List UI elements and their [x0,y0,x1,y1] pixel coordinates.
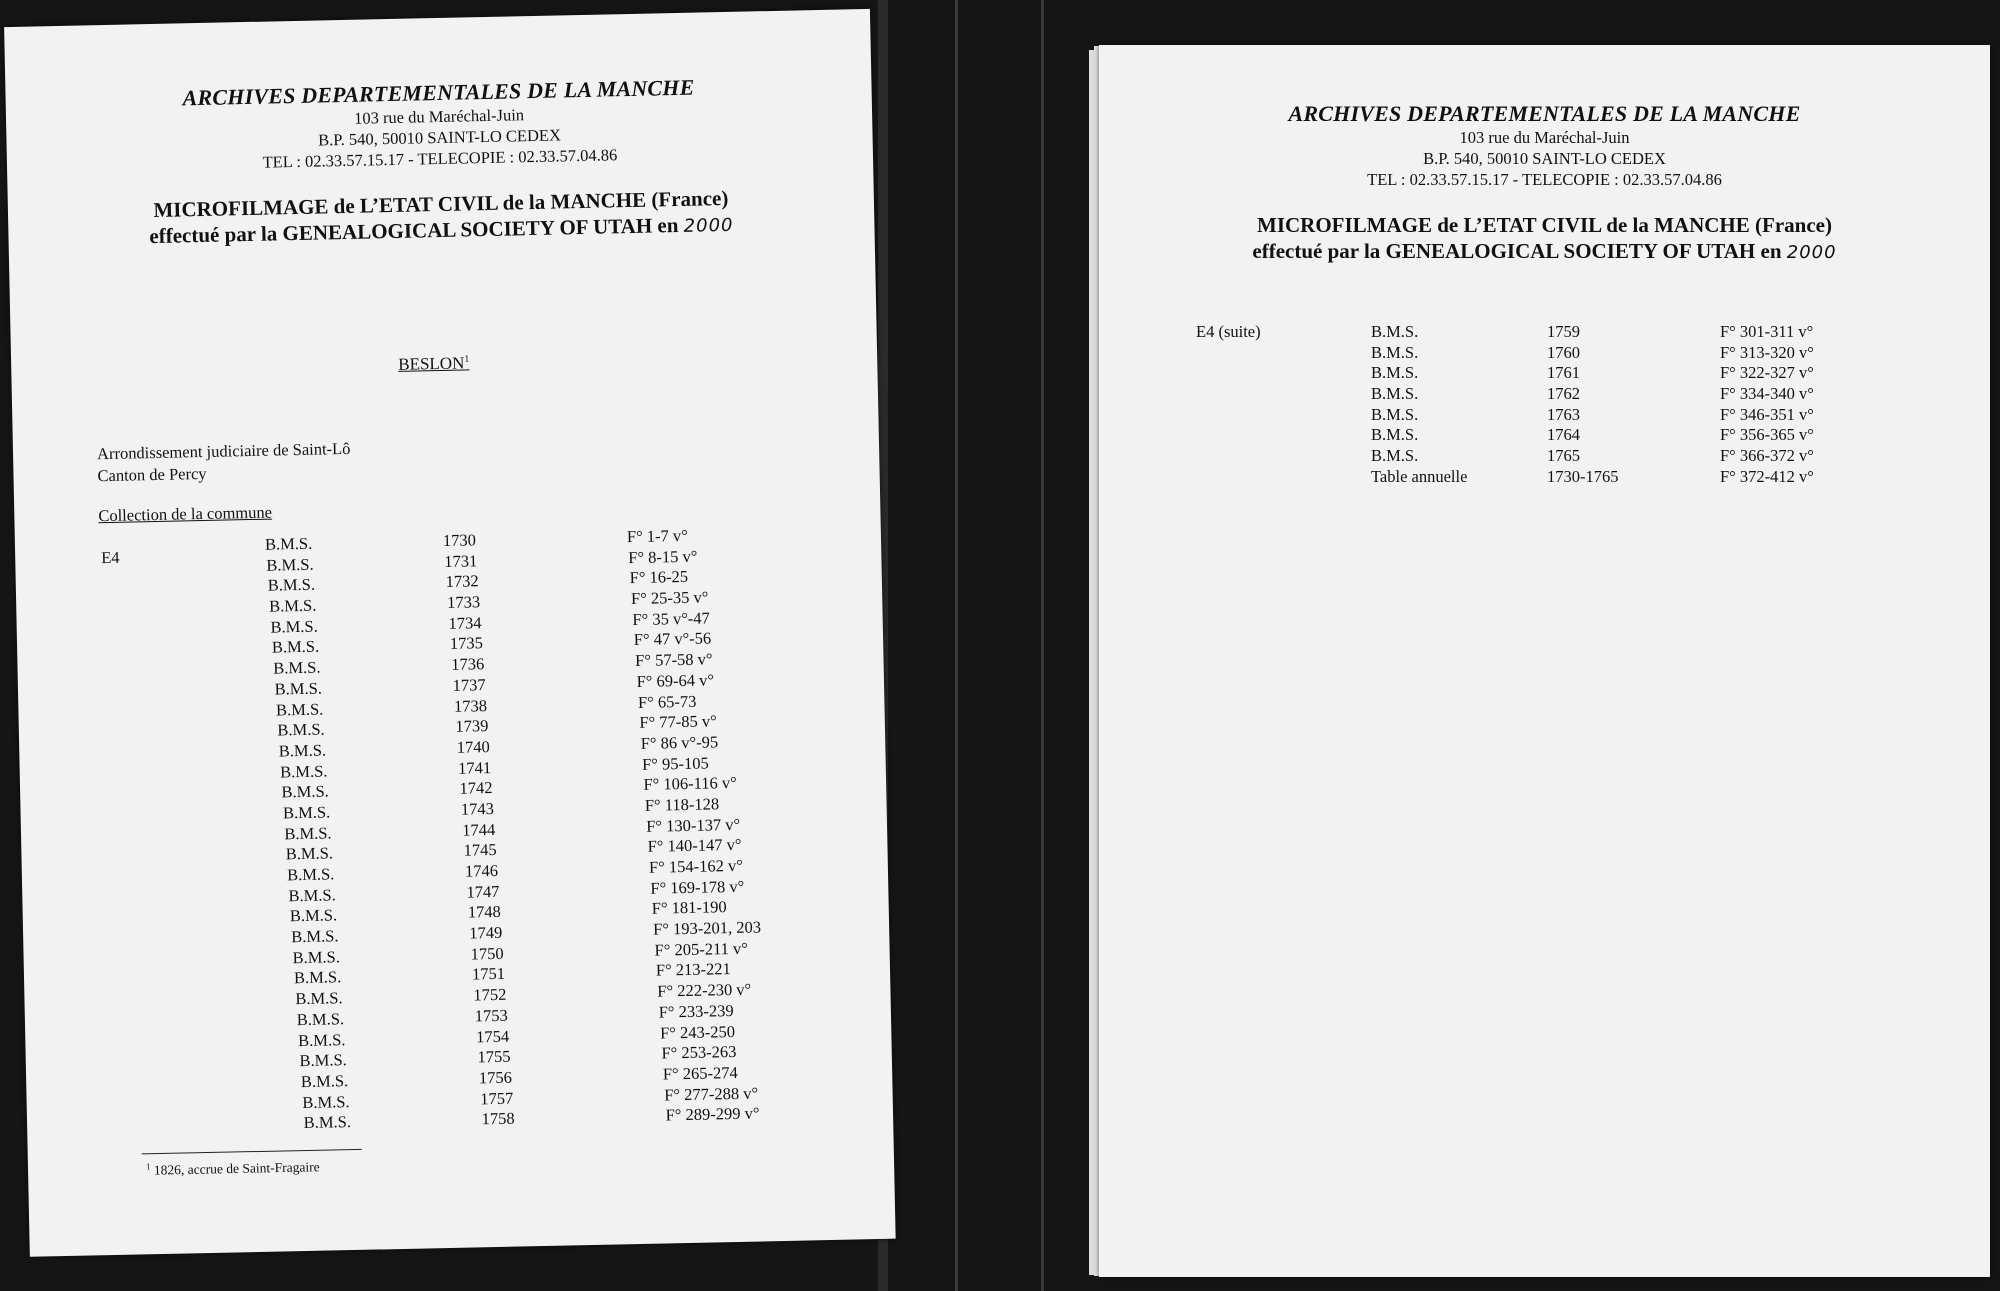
record-folios: F° 205-211 v° [654,938,749,960]
record-year: 1757 [480,1088,514,1108]
record-folios: F° 77-85 v° [639,711,717,733]
record-folios: F° 95-105 [641,753,709,774]
postal-address: B.P. 540, 50010 SAINT-LO CEDEX [317,125,562,150]
record-type: B.M.S. [286,864,335,885]
record-folios: F° 69-64 v° [636,670,715,691]
record-type: B.M.S. [1371,425,1419,445]
record-folios: F° 8-15 v° [628,546,698,567]
archives-name: ARCHIVES DEPARTEMENTALES DE LA MANCHE [182,74,695,111]
table-row [1371,384,1931,405]
record-year: 1756 [478,1067,513,1088]
table-row [1371,363,1931,384]
record-folios: F° 57-58 v° [634,649,713,671]
record-type: B.M.S. [271,637,320,658]
record-year: 1748 [467,902,502,922]
record-year: 1738 [453,695,488,716]
record-year: 1760 [1547,342,1580,362]
record-year: 1737 [452,674,486,695]
postal-address: B.P. 540, 50010 SAINT-LO CEDEX [1423,149,1666,168]
record-type: B.M.S. [270,616,318,637]
record-year: 1764 [1547,425,1580,445]
record-type: B.M.S. [277,719,325,740]
record-type: B.M.S. [282,802,331,823]
record-type: B.M.S. [300,1070,349,1091]
record-type: B.M.S. [284,823,332,843]
record-folios: F° 106-116 v° [643,773,737,795]
record-type: B.M.S. [268,595,317,616]
record-type: B.M.S. [297,1029,346,1050]
footnote [146,1158,320,1179]
record-year: 1763 [1547,404,1580,424]
record-year: 1741 [457,757,492,778]
record-type: B.M.S. [278,740,327,761]
record-folios: F° 222-230 v° [657,979,752,1001]
footnote-text: 1826, accrue de Saint-Fragaire [153,1159,320,1178]
record-type: B.M.S. [295,988,343,1009]
footnote-marker: 1 [145,1161,151,1172]
record-folios: F° 233-239 [658,1000,734,1022]
series-code: E4 (suite) [1196,322,1261,341]
left-page [4,9,896,1257]
record-type: B.M.S. [1371,342,1419,362]
record-year: 1753 [474,1005,508,1026]
series-code: E4 [101,547,120,568]
record-type: B.M.S. [293,967,342,988]
arrondissement: Arrondissement judiciaire de Saint-Lô [96,438,351,464]
records-table [1371,322,1931,488]
record-year: 1746 [464,860,499,881]
gutter-strip [1041,0,1044,1291]
street-address: 103 rue du Maréchal-Juin [1459,128,1630,147]
record-folios: F° 16-25 [629,567,689,588]
footnote-ref: 1 [464,353,470,365]
record-folios: F° 346-351 v° [1720,404,1814,424]
record-type: B.M.S. [285,843,334,864]
right-page [1099,45,1990,1277]
phone-line: TEL : 02.33.57.15.17 - TELECOPIE : 02.33.57.04.86 [1367,170,1722,189]
record-year: 1733 [446,592,481,612]
record-folios: F° 193-201, 203 [652,917,762,939]
title-line-1: MICROFILMAGE de L’ETAT CIVIL de la MANCHE (France) [1257,213,1832,237]
left-header [5,71,874,254]
right-header [1099,101,1990,266]
canton: Canton de Percy [97,463,207,486]
record-year: 1762 [1547,384,1580,404]
record-folios: F° 322-327 v° [1720,363,1814,383]
title-line-2 [1099,238,1990,266]
record-folios: F° 265-274 [662,1062,738,1084]
title-line-2-text: effectué par la GENEALOGICAL SOCIETY OF UTAH en [149,212,679,249]
record-year: 1742 [459,778,493,798]
phone-line: TEL : 02.33.57.15.17 - TELECOPIE : 02.33.57.04.86 [262,145,618,172]
record-folios: F° 25-35 v° [630,587,709,609]
record-year: 1755 [477,1046,511,1067]
record-type: B.M.S. [266,554,314,575]
record-year: 1745 [463,840,497,860]
record-type: B.M.S. [279,761,328,782]
record-folios: F° 35 v°-47 [632,608,710,629]
record-year: 1749 [469,922,503,943]
record-year: 1736 [451,654,485,674]
record-type: B.M.S. [299,1050,347,1071]
record-folios: F° 243-250 [659,1021,736,1043]
record-folios: F° 1-7 v° [626,525,688,547]
record-type: B.M.S. [1371,363,1419,383]
record-type: B.M.S. [1371,322,1419,341]
handwritten-year: 2000 [683,214,734,237]
record-year: 1731 [444,550,478,571]
commune-name [398,353,470,374]
record-type: B.M.S. [264,533,313,554]
record-type: B.M.S. [289,905,338,926]
gutter-strip [955,0,958,1291]
record-type: B.M.S. [1371,446,1419,466]
record-folios: F° 372-412 v° [1720,466,1814,486]
record-year: 1743 [460,798,495,819]
record-year: 1734 [448,612,482,633]
records-table [265,523,817,1134]
table-row [1371,343,1931,364]
record-folios: F° 181-190 [651,897,727,919]
archives-name: ARCHIVES DEPARTEMENTALES DE LA MANCHE [1288,101,1801,126]
record-folios: F° 130-137 v° [646,814,741,836]
collection-heading: Collection de la commune [98,502,273,526]
record-type: B.M.S. [296,1008,345,1029]
table-row [1371,425,1931,446]
record-year: 1761 [1547,363,1580,383]
record-folios: F° 277-288 v° [664,1083,759,1105]
record-type: Table annuelle [1371,466,1468,486]
record-year: 1752 [473,984,507,1005]
record-year: 1735 [449,633,484,654]
record-folios: F° 213-221 [655,959,732,981]
title-line-2-text: effectué par la GENEALOGICAL SOCIETY OF UTAH en [1252,239,1782,263]
table-row [1371,446,1931,467]
record-folios: F° 366-372 v° [1720,446,1814,466]
footnote-rule [142,1149,362,1155]
record-type: B.M.S. [1371,384,1419,404]
record-folios: F° 253-263 [661,1042,737,1063]
record-folios: F° 65-73 [637,691,697,712]
record-year: 1759 [1547,322,1580,341]
table-row [1371,322,1931,343]
record-folios: F° 154-162 v° [648,855,744,877]
record-year: 1765 [1547,446,1580,466]
record-folios: F° 289-299 v° [665,1103,760,1125]
record-folios: F° 118-128 [644,794,720,815]
record-type: B.M.S. [288,885,336,905]
record-year: 1730 [442,530,477,550]
street-address: 103 rue du Maréchal-Juin [353,105,525,128]
record-folios: F° 47 v°-56 [633,628,712,650]
table-row [1371,467,1931,488]
record-year: 1744 [462,819,496,840]
title-line-1: MICROFILMAGE de L’ETAT CIVIL de la MANCHE (France) [153,185,729,222]
record-type: B.M.S. [267,575,316,596]
record-type: B.M.S. [275,699,324,720]
record-year: 1730-1765 [1547,466,1619,486]
record-folios: F° 140-147 v° [647,835,742,857]
record-year: 1750 [470,943,504,964]
commune-label: BESLON [398,353,465,374]
record-type: B.M.S. [292,946,341,967]
handwritten-year: 2000 [1786,242,1837,263]
record-year: 1739 [455,716,489,736]
record-year: 1740 [456,736,490,757]
record-year: 1732 [445,571,479,592]
record-type: B.M.S. [273,657,321,678]
record-folios: F° 169-178 v° [650,876,745,898]
record-folios: F° 356-365 v° [1720,425,1814,445]
table-row [1371,405,1931,426]
record-folios: F° 301-311 v° [1720,322,1814,341]
record-type: B.M.S. [291,926,339,947]
record-year: 1754 [475,1026,510,1046]
record-type: B.M.S. [281,781,329,802]
record-year: 1758 [481,1108,515,1129]
record-type: B.M.S. [1371,404,1419,424]
record-type: B.M.S. [303,1112,352,1133]
record-type: B.M.S. [302,1091,350,1112]
record-type: B.M.S. [274,678,323,699]
jurisdiction-block [97,438,351,487]
record-year: 1751 [471,964,506,984]
record-folios: F° 313-320 v° [1720,342,1814,362]
record-folios: F° 334-340 v° [1720,384,1814,404]
record-year: 1747 [466,881,500,902]
record-folios: F° 86 v°-95 [640,732,719,753]
